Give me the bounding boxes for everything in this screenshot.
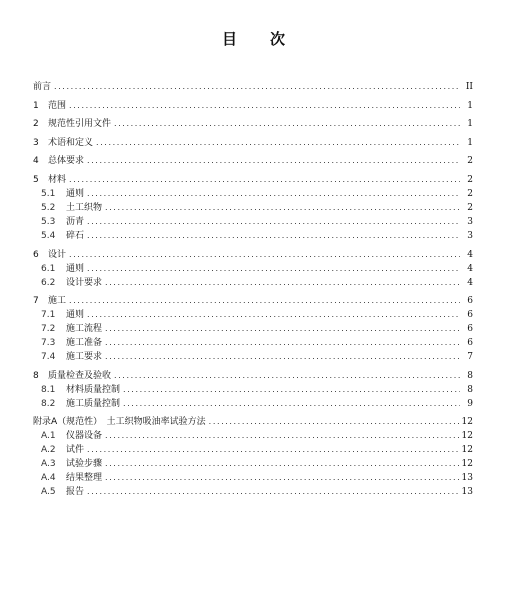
toc-entry-number: A.3	[41, 459, 56, 470]
toc-entry-page: 1	[467, 137, 473, 148]
toc-entry-page: 7	[467, 352, 473, 363]
toc-entry[interactable]	[33, 294, 473, 308]
toc-entry-label: 结果整理	[66, 473, 103, 484]
toc-entry-label: 质量检查及验收	[48, 370, 112, 381]
toc-entry-label: 范围	[48, 100, 67, 111]
toc-entry-page: 8	[467, 384, 473, 395]
toc-entry-page: 2	[467, 156, 473, 167]
leader-dots	[69, 173, 460, 187]
leader-dots	[87, 229, 460, 243]
leader-dots	[87, 308, 460, 322]
toc-entry-label: 材料质量控制	[66, 384, 121, 395]
toc-entry-page: 12	[461, 445, 473, 456]
toc-entry-page: 8	[467, 370, 473, 381]
leader-dots	[87, 485, 459, 499]
toc-entry-number: 6.1	[41, 263, 56, 274]
leader-dots	[105, 336, 460, 350]
toc-entry-label: 仪器设备	[66, 431, 103, 442]
title-right-char: 次	[270, 30, 287, 48]
toc-entry[interactable]	[33, 322, 473, 336]
toc-entry[interactable]	[33, 336, 473, 350]
toc-entry-page: 1	[467, 100, 473, 111]
toc-entry-number: 4	[33, 156, 39, 167]
toc-entry-page: 2	[467, 202, 473, 213]
toc-entry[interactable]	[33, 262, 473, 276]
toc-entry-label: 通则	[66, 310, 85, 321]
leader-dots	[87, 154, 460, 168]
leader-dots	[209, 415, 459, 429]
leader-dots	[114, 117, 460, 131]
toc-entry-number: 5	[33, 174, 39, 185]
leader-dots	[87, 187, 460, 201]
leader-dots	[87, 215, 460, 229]
toc-entry-page: 6	[467, 324, 473, 335]
leader-dots	[87, 443, 459, 457]
toc-entry-label: 报告	[66, 487, 85, 498]
toc-entry-page: 13	[461, 473, 473, 484]
toc-entry[interactable]	[33, 471, 473, 485]
leader-dots	[105, 429, 459, 443]
toc-entry[interactable]	[33, 201, 473, 215]
toc-entry-page: 12	[461, 417, 473, 428]
toc-entry-number: 7.1	[41, 310, 56, 321]
toc-entry[interactable]	[33, 443, 473, 457]
leader-dots	[105, 201, 460, 215]
toc-entry-label: 通则	[66, 188, 85, 199]
toc-entry-label: 总体要求	[48, 156, 85, 167]
table-of-contents	[33, 80, 473, 499]
toc-entry-label: 施工	[48, 296, 67, 307]
toc-entry[interactable]	[33, 415, 473, 429]
toc-entry[interactable]	[33, 80, 473, 94]
toc-entry-page: 2	[467, 188, 473, 199]
toc-entry-number: 6.2	[41, 277, 56, 288]
toc-entry-label: 材料	[48, 174, 67, 185]
toc-entry-label: 沥青	[66, 216, 85, 227]
toc-entry-number: 6	[33, 249, 39, 260]
toc-entry-number: 8	[33, 370, 39, 381]
leader-dots	[105, 471, 459, 485]
toc-entry-number: A.4	[41, 473, 56, 484]
toc-entry-number: 1	[33, 100, 39, 111]
toc-entry-page: 9	[467, 398, 473, 409]
toc-entry-number: 8.2	[41, 398, 56, 409]
title-left-char: 目	[221, 30, 238, 48]
toc-entry-page: 3	[467, 230, 473, 241]
toc-entry-number: 3	[33, 137, 39, 148]
toc-entry-label: 施工质量控制	[66, 398, 121, 409]
toc-entry-page: 6	[467, 338, 473, 349]
leader-dots	[54, 80, 460, 94]
leader-dots	[105, 350, 460, 364]
toc-entry[interactable]	[33, 187, 473, 201]
toc-entry-page: 6	[467, 310, 473, 321]
leader-dots	[105, 276, 460, 290]
toc-entry-number: A.1	[41, 431, 56, 442]
toc-entry-number: 5.4	[41, 230, 56, 241]
toc-entry[interactable]	[33, 154, 473, 168]
leader-dots	[69, 99, 460, 113]
toc-entry-label: 设计要求	[66, 277, 103, 288]
toc-entry-number: 2	[33, 119, 39, 130]
toc-entry-label: 前言	[33, 82, 52, 92]
toc-entry[interactable]	[33, 383, 473, 397]
leader-dots	[105, 322, 460, 336]
toc-entry-label: 施工要求	[66, 352, 103, 363]
toc-entry-page: 12	[461, 459, 473, 470]
toc-entry-page: 13	[461, 487, 473, 498]
toc-entry-label: 术语和定义	[48, 137, 94, 148]
toc-entry-page: 3	[467, 216, 473, 227]
toc-entry[interactable]	[33, 457, 473, 471]
toc-entry-label: 土工织物	[66, 202, 103, 213]
toc-entry-page: 2	[467, 174, 473, 185]
toc-entry[interactable]	[33, 229, 473, 243]
toc-entry-page: 4	[467, 249, 473, 260]
toc-entry-page: 12	[461, 431, 473, 442]
toc-entry-number: 5.2	[41, 202, 56, 213]
toc-entry-number: A.2	[41, 445, 56, 456]
toc-entry-number: 5.3	[41, 216, 56, 227]
toc-entry[interactable]	[33, 276, 473, 290]
leader-dots	[69, 248, 460, 262]
toc-entry[interactable]	[33, 485, 473, 499]
toc-entry-page: 4	[467, 277, 473, 288]
toc-entry-number: 7	[33, 296, 39, 307]
toc-entry-label: 通则	[66, 263, 85, 274]
toc-entry-page: 6	[467, 296, 473, 307]
toc-entry-page: 4	[467, 263, 473, 274]
page-title	[0, 28, 508, 49]
toc-entry-number: 7.2	[41, 324, 56, 335]
toc-entry-number: 7.3	[41, 338, 56, 349]
toc-entry[interactable]	[33, 117, 473, 131]
toc-entry-number: 5.1	[41, 188, 56, 199]
toc-entry-number: 8.1	[41, 384, 56, 395]
toc-entry-label: 附录A（规范性） 土工织物吸油率试验方法	[33, 417, 206, 428]
leader-dots	[96, 136, 460, 150]
toc-entry-label: 施工准备	[66, 338, 103, 349]
toc-entry[interactable]	[33, 429, 473, 443]
toc-entry-label: 施工流程	[66, 324, 103, 335]
leader-dots	[123, 383, 460, 397]
toc-entry-label: 规范性引用文件	[48, 119, 112, 130]
toc-entry-page: 1	[467, 119, 473, 130]
toc-entry-page: II	[465, 82, 473, 92]
toc-entry-label: 试件	[66, 445, 85, 456]
toc-entry-number: A.5	[41, 487, 56, 498]
toc-entry[interactable]	[33, 397, 473, 411]
toc-entry[interactable]	[33, 136, 473, 150]
toc-entry[interactable]	[33, 248, 473, 262]
toc-entry[interactable]	[33, 99, 473, 113]
leader-dots	[105, 457, 459, 471]
toc-entry-number: 7.4	[41, 352, 56, 363]
toc-entry[interactable]	[33, 369, 473, 383]
leader-dots	[69, 294, 460, 308]
leader-dots	[114, 369, 460, 383]
toc-entry-label: 设计	[48, 249, 67, 260]
leader-dots	[87, 262, 460, 276]
leader-dots	[123, 397, 460, 411]
toc-entry-label: 碎石	[66, 230, 85, 241]
toc-entry[interactable]	[33, 173, 473, 187]
toc-entry-label: 试验步骤	[66, 459, 103, 470]
toc-entry[interactable]	[33, 215, 473, 229]
toc-entry[interactable]	[33, 350, 473, 364]
toc-entry[interactable]	[33, 308, 473, 322]
